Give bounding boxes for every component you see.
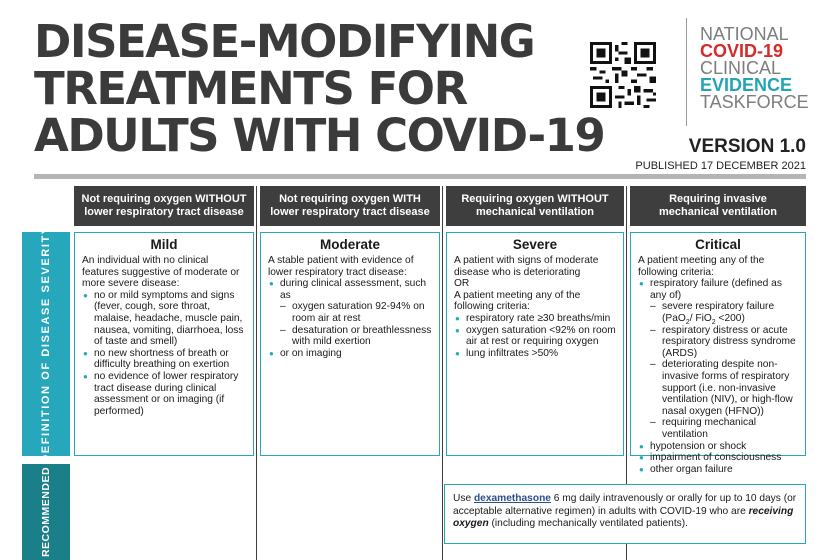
sub-list-text: <200) <box>715 312 745 324</box>
column-header-line: lower respiratory tract disease <box>270 206 430 218</box>
criteria-list <box>82 290 246 418</box>
sub-list <box>280 301 432 347</box>
sub-list-item: – respiratory distress or acute respiratory distress syndrome (ARDS) <box>650 325 798 360</box>
subscript: 2 <box>711 319 716 326</box>
sub-list-item: – deteriorating despite non-invasive forms of respiratory support (i.e. non-invasive ventilation (NIV), or high-flow nasal oxygen (HFNO)) <box>650 359 798 417</box>
column-header-line: Not requiring oxygen WITHOUT <box>81 193 247 205</box>
logo-line-taskforce: TASKFORCE <box>700 92 809 112</box>
card-intro-2: A patient meeting any of the following criteria: <box>454 289 581 313</box>
criteria-list <box>268 278 432 359</box>
qr-code-icon[interactable] <box>590 42 656 108</box>
column-separator <box>256 186 257 560</box>
column-header-line: lower respiratory tract disease <box>84 206 244 218</box>
list-item: ● no or mild symptoms and signs (fever, cough, sore throat, malaise, headache, muscle pain, nausea, vomiting, diarrhoea, loss of taste and smell) <box>94 290 246 348</box>
row-label-definition <box>22 225 70 463</box>
column-header-line: Requiring oxygen WITHOUT <box>461 193 609 205</box>
card-moderate <box>260 232 440 456</box>
logo-line-evidence: EVIDENCE <box>700 75 793 95</box>
column-header-line: Not requiring oxygen WITH <box>279 193 421 205</box>
column-header-line: mechanical ventilation <box>476 206 594 218</box>
header-rule <box>34 174 806 179</box>
card-intro: A patient with signs of moderate disease who is deteriorating <box>454 255 599 278</box>
dexamethasone-link[interactable]: dexamethasone <box>473 493 551 504</box>
subscript: 2 <box>685 319 690 326</box>
page-title <box>34 15 605 162</box>
sub-list-text: / FiO <box>689 312 712 324</box>
column-header-moderate <box>260 186 440 226</box>
row-label-recommended <box>22 464 70 560</box>
recommendation-emphasis: receiving oxygen <box>453 505 794 529</box>
row-label-text: RECOMMENDED <box>40 466 52 558</box>
list-item: ● other organ failure <box>650 464 798 476</box>
card-title: Mild <box>150 237 178 252</box>
column-separator <box>442 186 443 560</box>
list-item: ● impairment of consciousness <box>650 452 798 464</box>
header-divider <box>686 18 687 126</box>
recommendation-text: (including mechanically ventilated patients). <box>488 518 688 529</box>
recommendation-box <box>444 484 806 544</box>
recommendation-text: 6 mg daily intravenously or orally for up to 10 days (or acceptable alternative regimen) in adults with COVID-19 who are <box>453 493 797 517</box>
row-label-text: DEFINITION OF DISEASE SEVERITY <box>40 225 52 463</box>
card-mild <box>74 232 254 456</box>
card-intro: A stable patient with evidence of lower respiratory tract disease: <box>268 255 414 278</box>
sub-list-item: – desaturation or breathlessness with mild exertion <box>280 325 432 348</box>
published-date: PUBLISHED 17 DECEMBER 2021 <box>635 160 806 172</box>
list-item: ● respiratory rate ≥30 breaths/min <box>466 313 616 325</box>
column-header-line: Requiring invasive <box>669 193 767 205</box>
title-line-1: DISEASE-MODIFYING <box>34 15 535 68</box>
card-title: Moderate <box>319 237 380 252</box>
card-or: OR <box>454 278 470 290</box>
sub-list <box>650 301 798 440</box>
list-item <box>280 278 432 348</box>
list-item: ● oxygen saturation <92% on room air at rest or requiring oxygen <box>466 325 616 348</box>
list-item-text: during clinical assessment, such as <box>280 278 427 301</box>
card-intro: An individual with no clinical features suggestive of moderate or more severe disease: <box>82 255 240 290</box>
list-item-text: respiratory failure (defined as any of) <box>650 278 782 301</box>
card-severe <box>446 232 624 456</box>
logo-line-clinical: CLINICAL <box>700 58 782 78</box>
column-header-mild <box>74 186 254 226</box>
column-header-severe <box>446 186 624 226</box>
list-item: ● lung infiltrates >50% <box>466 348 616 360</box>
card-intro: A patient meeting any of the following criteria: <box>638 255 765 278</box>
criteria-list <box>454 313 616 359</box>
title-line-3: ADULTS WITH COVID-19 <box>34 109 605 162</box>
list-item: ● hypotension or shock <box>650 441 798 453</box>
sub-list-item: – oxygen saturation 92-94% on room air at rest <box>280 301 432 324</box>
card-title: Critical <box>695 237 741 252</box>
recommendation-text: Use <box>453 493 474 504</box>
card-critical <box>630 232 806 475</box>
criteria-list <box>638 278 798 475</box>
card-title: Severe <box>512 237 558 252</box>
list-item: ● or on imaging <box>280 348 432 360</box>
sub-list-item <box>650 301 798 324</box>
column-header-line: mechanical ventilation <box>659 206 777 218</box>
logo-line-national: NATIONAL <box>700 24 789 44</box>
list-item: ● no evidence of lower respiratory tract disease during clinical assessment or on imaging (if performed) <box>94 371 246 417</box>
taskforce-logo <box>700 26 809 111</box>
version-label: VERSION 1.0 <box>688 136 806 157</box>
title-line-2: TREATMENTS FOR <box>34 62 467 115</box>
column-header-critical <box>630 186 806 226</box>
list-item <box>650 278 798 440</box>
sub-list-item: – requiring mechanical ventilation <box>650 417 798 440</box>
list-item: ● no new shortness of breath or difficulty breathing on exertion <box>94 348 246 371</box>
sub-list-text: severe respiratory failure (PaO <box>662 301 775 324</box>
logo-line-covid: COVID-19 <box>700 41 784 61</box>
